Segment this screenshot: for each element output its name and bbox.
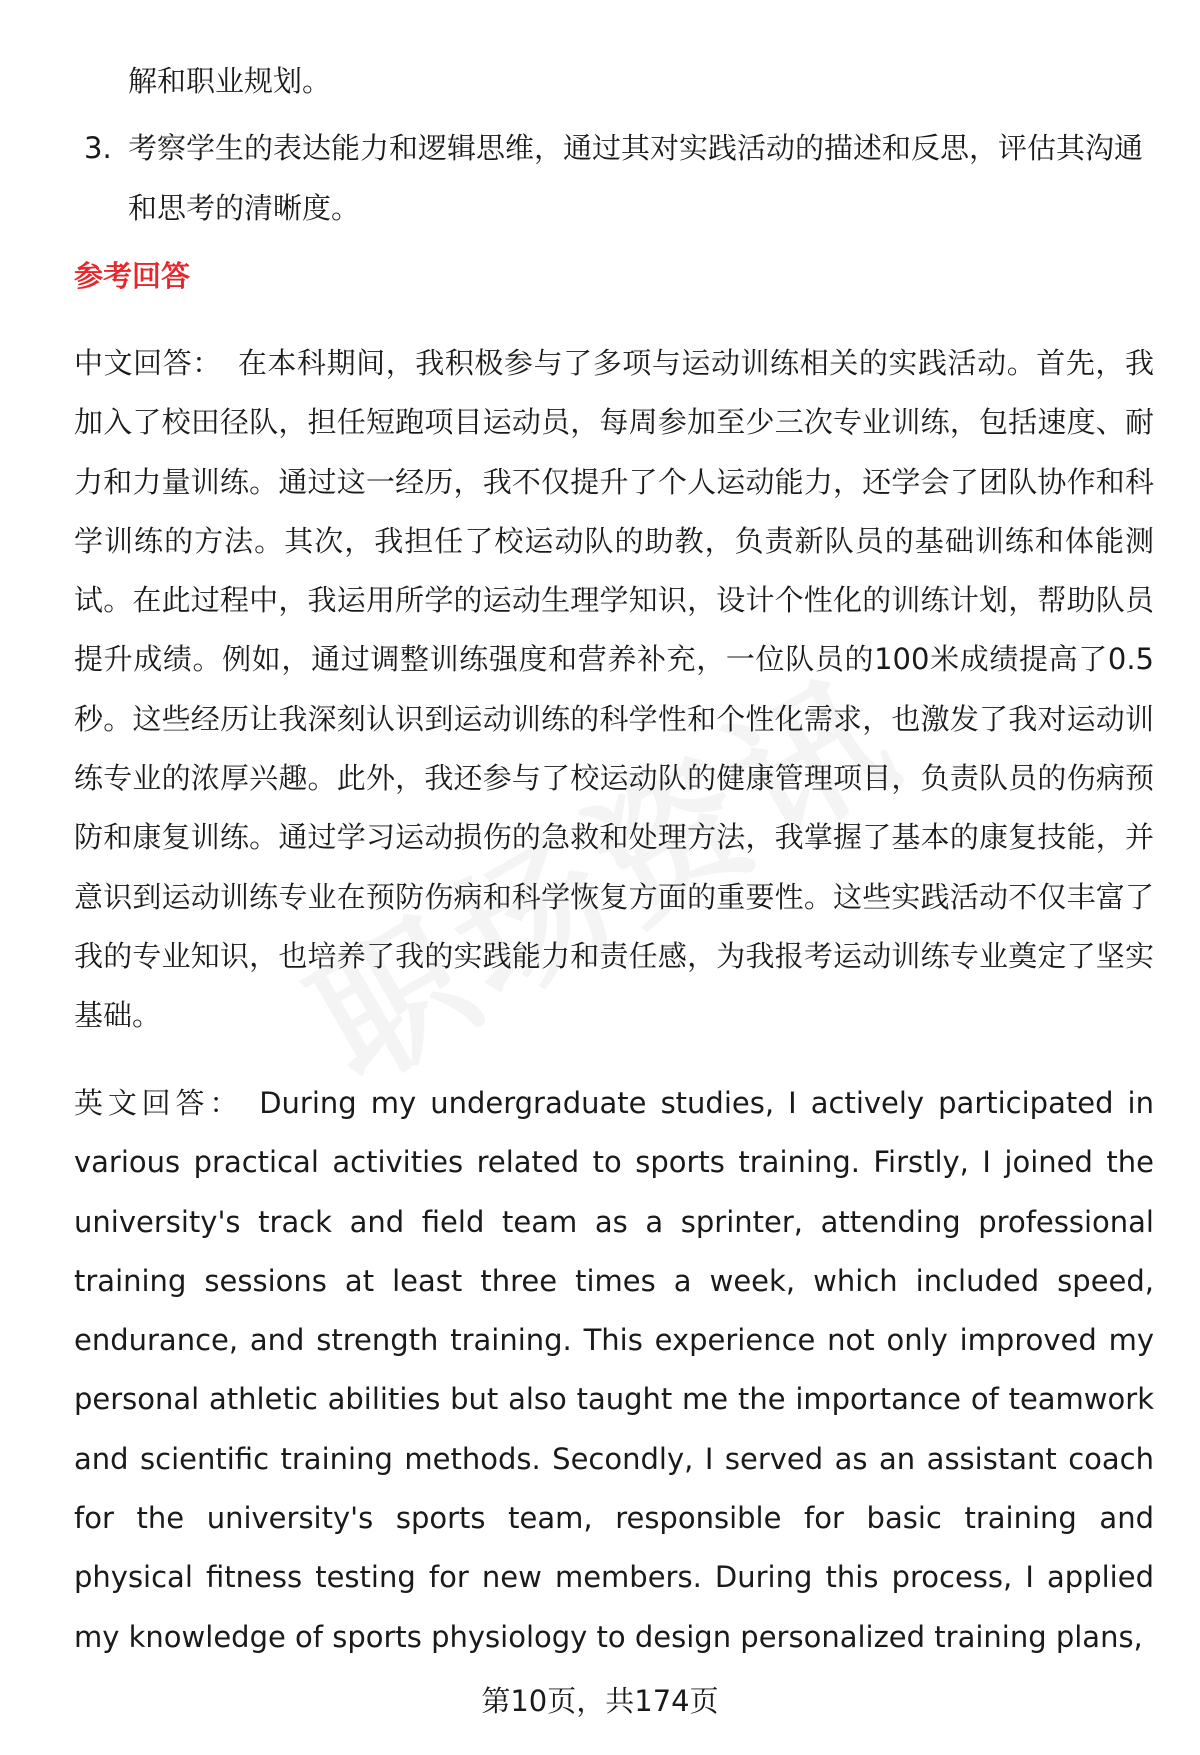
chinese-answer-paragraph — [74, 334, 1154, 1046]
section-heading: 参考回答 — [74, 259, 191, 293]
chinese-answer-label: 中文回答： — [74, 346, 222, 380]
list-item — [84, 118, 1154, 238]
english-answer-label: 英文回答： — [74, 1086, 244, 1120]
list-item-text: 考察学生的表达能力和逻辑思维，通过其对实践活动的描述和反思，评估其沟通和思考的清晰度。 — [128, 131, 1144, 225]
page-footer: 第10页，共174页 — [481, 1684, 719, 1718]
chinese-answer-text: 在本科期间，我积极参与了多项与运动训练相关的实践活动。首先，我加入了校田径队，担任短跑项目运动员，每周参加至少三次专业训练，包括速度、耐力和力量训练。通过这一经历，我不仅提升了个人运动能力，还学会了团队协作和科学训练的方法。其次，我担任了校运动队的助教，负责新队员的基础训练和体能测试。在此过程中，我运用所学的运动生理学知识，设计个性化的训练计划，帮助队员提升成绩。例如，通过调整训练强度和营养补充，一位队员的100米成绩提高了0.5秒。这些经历让我深刻认识到运动训练的科学性和个性化需求，也激发了我对运动训练专业的浓厚兴趣。此外，我还参与了校运动队的健康管理项目，负责队员的伤病预防和康复训练。通过学习运动损伤的急救和处理方法，我掌握了基本的康复技能，并意识到运动训练专业在预防伤病和科学恢复方面的重要性。这些实践活动不仅丰富了我的专业知识，也培养了我的实践能力和责任感，为我报考运动训练专业奠定了坚实基础。 — [74, 346, 1154, 1033]
english-answer-text: During my undergraduate studies, I actively participated in various practical activities related to sports training. Firstly, I joined the university's track and field team as a sprinter, attending professional training sessions at least three times a week, which included speed, endurance, and strength training. This experience not only improved my personal athletic abilities but also taught me the importance of teamwork and scientific training methods. Secondly, I served as an assistant coach for the university's sports team, responsible for basic training and physical fitness testing for new members. During this process, I applied my knowledge of sports physiology to design personalized training plans, — [74, 1086, 1154, 1654]
list-item-number: 3. — [84, 131, 112, 165]
english-answer-paragraph — [74, 1074, 1154, 1667]
continuation-text: 解和职业规划。 — [128, 64, 332, 98]
